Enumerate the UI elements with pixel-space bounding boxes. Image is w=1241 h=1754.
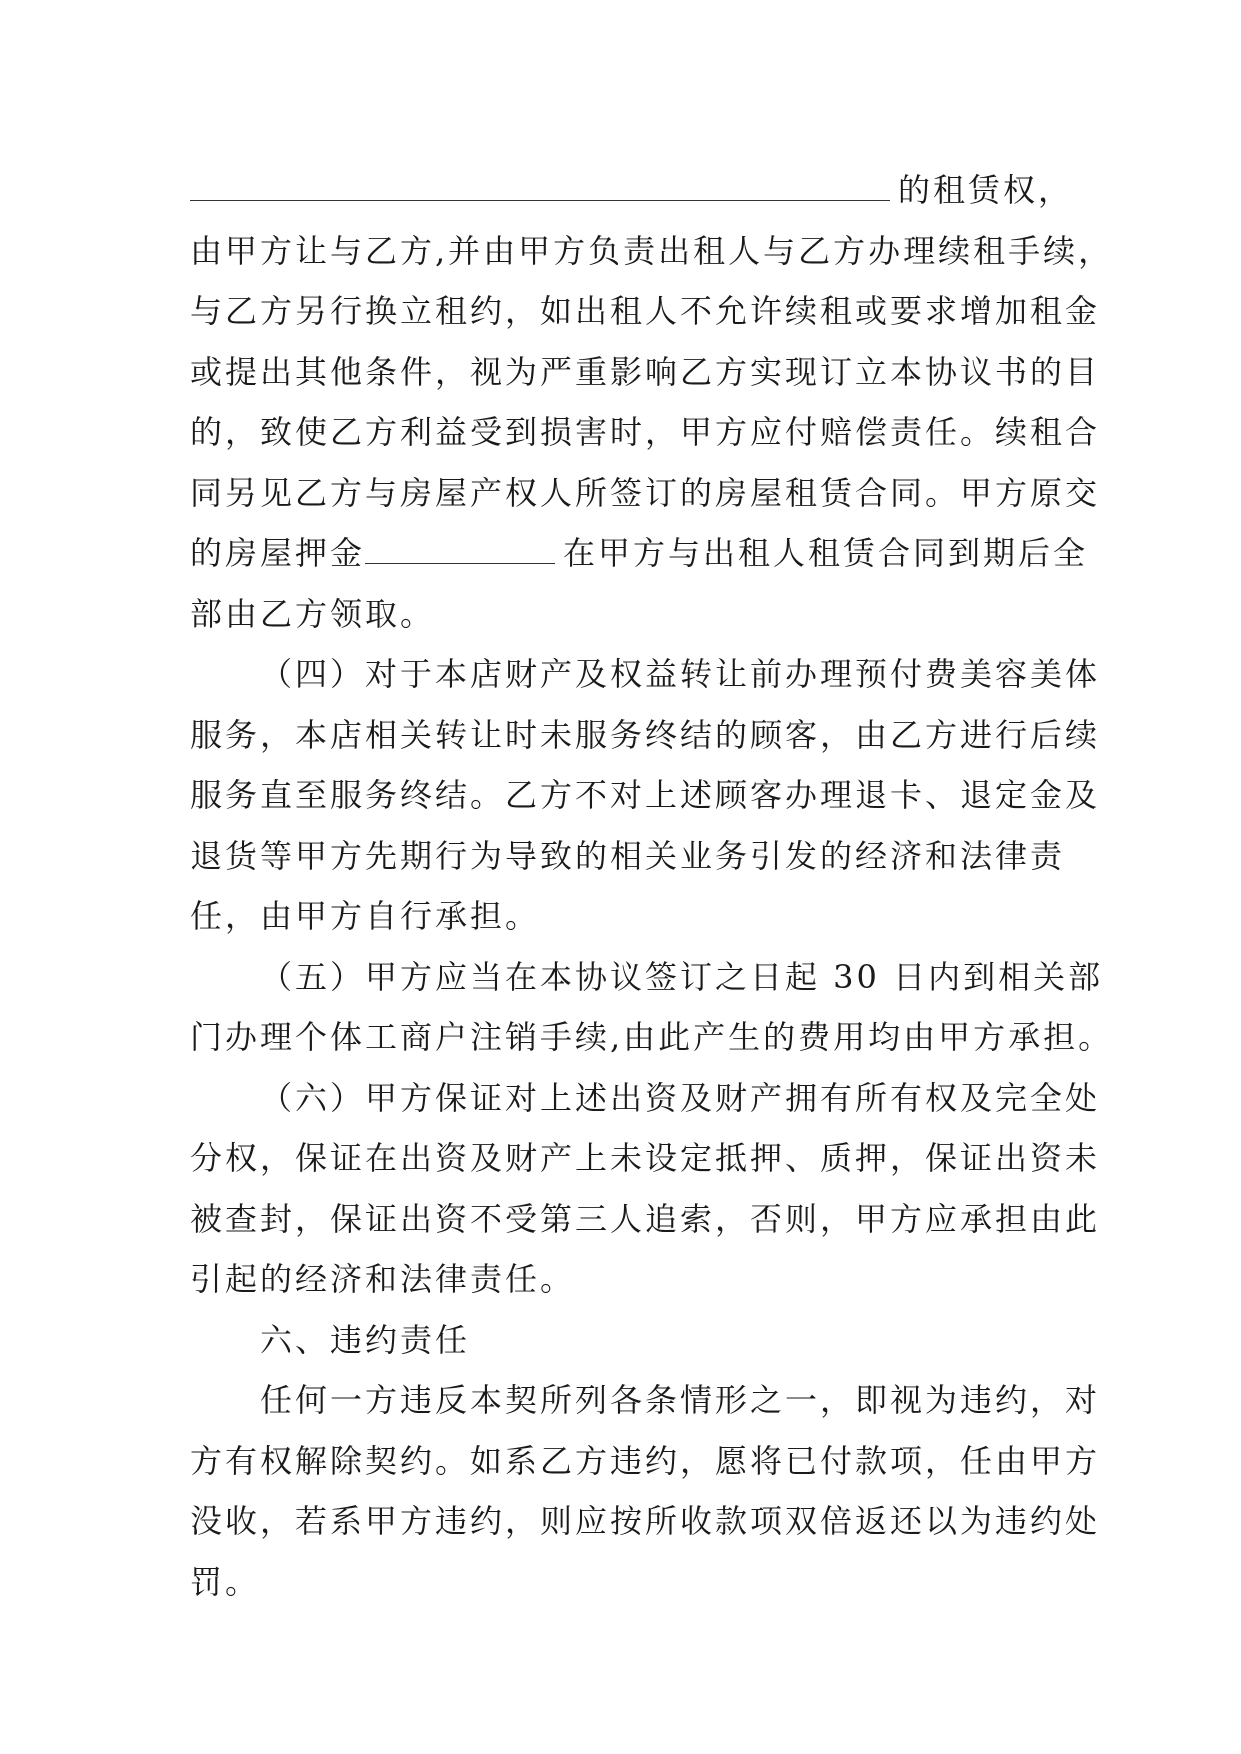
text-fragment: 在甲方与出租人租赁合同到期后全 [563, 534, 1089, 572]
text-line: 方有权解除契约。如系乙方违约，愿将已付款项，任由甲方 [190, 1441, 1101, 1480]
text-line: 与乙方另行换立租约，如出租人不允许续租或要求增加租金 [190, 292, 1101, 330]
text-line: 罚。 [190, 1562, 261, 1601]
breach-clause-line: 任何一方违反本契所列各条情形之一，即视为违约，对 [260, 1381, 1101, 1419]
text-line: 没收，若系甲方违约，则应按所收款项双倍返还以为违约处 [190, 1502, 1101, 1540]
text-line: 的，致使乙方利益受到损害时，甲方应付赔偿责任。续租合 [190, 413, 1101, 451]
text-fragment: 的房屋押金 [190, 534, 366, 572]
text-line: 由甲方让与乙方,并由甲方负责出租人与乙方办理续租手续， [190, 231, 1114, 270]
text-line [190, 160, 1074, 221]
text-fragment: 的租赁权， [898, 171, 1074, 209]
clause-four-line: （四）对于本店财产及权益转让前办理预付费美容美体 [260, 655, 1101, 693]
text-line: 服务直至服务终结。乙方不对上述顾客办理退卡、退定金及 [190, 776, 1101, 814]
text-line: 退货等甲方先期行为导致的相关业务引发的经济和法律责 [190, 836, 1066, 875]
clause-six-line: （六）甲方保证对上述出资及财产拥有所有权及完全处 [260, 1078, 1101, 1117]
text-line: 服务，本店相关转让时未服务终结的顾客，由乙方进行后续 [190, 715, 1101, 754]
section-heading: 六、违约责任 [260, 1320, 471, 1359]
text-line: 引起的经济和法律责任。 [190, 1260, 576, 1298]
text-line: 部由乙方领取。 [190, 594, 436, 633]
fill-in-blank [365, 537, 555, 564]
text-line: 任，由甲方自行承担。 [190, 897, 541, 935]
text-line [190, 523, 1089, 584]
text-line: 分权，保证在出资及财产上未设定抵押、质押，保证出资未 [190, 1139, 1101, 1177]
text-line: 同另见乙方与房屋产权人所签订的房屋租赁合同。甲方原交 [190, 473, 1101, 512]
fill-in-blank [190, 174, 890, 201]
text-line: 门办理个体工商户注销手续,由此产生的费用均由甲方承担。 [190, 1018, 1114, 1056]
clause-five-line: （五）甲方应当在本协议签订之日起 30 日内到相关部 [260, 957, 1104, 996]
text-line: 被查封，保证出资不受第三人追索，否则，甲方应承担由此 [190, 1199, 1101, 1238]
document-body [190, 160, 1114, 1612]
text-line: 或提出其他条件，视为严重影响乙方实现订立本协议书的目 [190, 352, 1101, 391]
